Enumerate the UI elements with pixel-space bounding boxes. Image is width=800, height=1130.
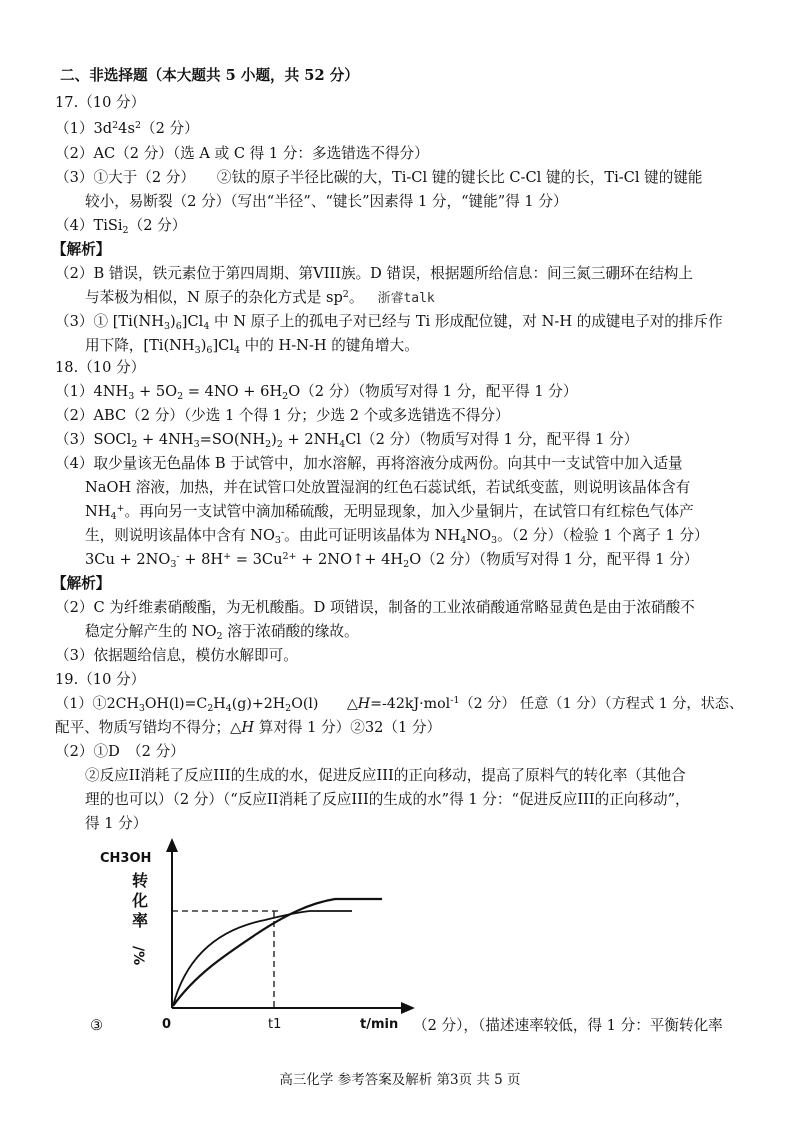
q18-answer-2: （2）ABC（2 分）（少选 1 个得 1 分；少选 2 个或多选错选不得分） [55, 407, 510, 424]
q17-answer-1: $(1)3d^24s^2(2$ 分） [55, 120, 199, 137]
q17-explanation-3-line1: （3）① $[Ti(NH_3)_6]Cl_4$ 中 N 原子上的孤电子对已经与 Ti 形成配位键，对 N-H 的成键电子对的排斥作 [55, 313, 723, 332]
graph-curve-new [173, 899, 382, 1006]
graph-curve-original [173, 911, 352, 1006]
q18-answer-1: $(1)4NH_3 + 5O_2 = 4NO + 6H_2O(2$ 分）（物质写对得 1 分，配平得 1 分） [55, 383, 578, 402]
graph-x-axis-arrow [401, 1002, 415, 1014]
q18-answer-4-line5: $3Cu + 2NO_3^- + 8H^+ = 3Cu^{2+}$ + 2NO↑+ $4H_2O(2$ 分）（物质写对得 1 分，配平得 1 分） [85, 551, 699, 570]
graph-y-label-char-2: 化 [131, 891, 149, 910]
q18-explanation-3: （3）依据题给信息，模仿水解即可。 [55, 647, 298, 664]
q17-answer-4: （4）TiSi$_2$（2 分） [55, 217, 187, 236]
q17-explanation-2-line1: （2）B 错误，铁元素位于第四周期、第VIII族。D 错误，根据题所给信息：间三氮三硼环在结构上 [55, 265, 693, 282]
section-title: 二、非选择题（本大题共 5 小题，共 52 分） [60, 67, 359, 84]
q18-answer-4-line1: （4）取少量该无色晶体 B 于试管中，加水溶解，再将溶液分成两份。向其中一支试管中加入适量 [55, 455, 683, 472]
q17-answer-3-line2: 较小，易断裂（2 分）（写出“半径”、“键长”因素得 1 分，“键能”得 1 分） [85, 193, 568, 210]
q18-answer-4-line2: NaOH 溶液，加热，并在试管口处放置湿润的红色石蕊试纸，若试纸变蓝，则说明该晶体含有 [85, 479, 691, 496]
watermark-text: 浙睿talk [377, 291, 435, 306]
q17-answer-2: （2）AC（2 分）（选 A 或 C 得 1 分：多选错选不得分） [55, 145, 429, 162]
graph-x-label: t/min [360, 1017, 399, 1032]
graph-y-label-top: CH3OH [100, 851, 152, 866]
graph-origin-label: 0 [162, 1017, 172, 1032]
q18-answer-4-line3: $NH_4^+$。再向另一支试管中滴加稀硫酸，无明显现象，加入少量铜片，在试管口有红棕色气体产 [85, 503, 694, 522]
graph-y-label-char-1: 转 [131, 871, 149, 890]
q19-answer-3-text: （2 分），（描述速率较低，得 1 分：平衡转化率 [413, 1017, 723, 1034]
graph-t1-label: t1 [268, 1017, 282, 1032]
q19-answer-3-marker: ③ [90, 1017, 104, 1034]
q19-header: 19.（10 分） [55, 671, 146, 688]
q19-answer-2-line3: 理的也可以）（2 分）（“反应II消耗了反应III的生成的水”得 1 分：“促进反应III的正向移动”， [85, 791, 690, 808]
q19-answer-2-line1: （2）①D （2 分） [55, 743, 185, 760]
q18-explanation-2-line2: 稳定分解产生的 $NO_2$ 溶于浓硝酸的缘故。 [85, 623, 359, 642]
q18-answer-4-line4: 生，则说明该晶体中含有 $NO_3^-$。由此可证明该晶体为 $NH_4NO_3$。（2 分）（检验 1 个离子 1 分） [85, 527, 709, 546]
q18-analysis-label: 【解析】 [52, 575, 111, 592]
q17-analysis-label: 【解析】 [52, 241, 111, 258]
page-footer: 高三化学 参考答案及解析 第3页 共 5 页 [279, 1072, 521, 1088]
q19-answer-1-line2: 配平、物质写错均不得分；△H 算对得 1 分）②32（1 分） [55, 719, 442, 736]
q18-explanation-2-line1: （2）C 为纤维素硝酸酯，为无机酸酯。D 项错误，制备的工业浓硝酸通常略显黄色是由于浓硝酸不 [55, 599, 695, 616]
graph-y-label-char-3: 率 [131, 911, 149, 930]
q18-header: 18.（10 分） [55, 359, 146, 376]
q17-header: 17.（10 分） [55, 94, 146, 111]
graph-y-label-unit: /% [130, 946, 146, 966]
q19-answer-2-line4: 得 1 分） [85, 815, 148, 832]
q17-explanation-3-line2: 用下降，$[Ti(NH_3)_6]Cl_4$ 中的 H-N-H 的键角增大。 [85, 337, 419, 356]
q19-answer-2-line2: ②反应II消耗了反应III的生成的水，促进反应III的正向移动，提高了原料气的转化率（其他合 [85, 767, 686, 784]
graph-y-axis-arrow [166, 838, 178, 852]
q17-explanation-2-line2: 与苯极为相似，N 原子的杂化方式是 $sp^2$。 浙睿talk [85, 289, 435, 306]
q18-answer-3: （3）SOCl$_2$ + $4NH_3=SO(NH_2)_2 + 2NH_4Cl(2$ 分）（物质写对得 1 分，配平得 1 分） [55, 431, 639, 450]
q17-answer-3-line1: （3）①大于（2 分） ②钛的原子半径比碳的大，Ti-Cl 键的键长比 C-Cl 键的长，Ti-Cl 键的键能 [55, 169, 703, 186]
q19-answer-1-line1: $(1)①2CH_3OH(l)=C_2H_4(g)+2H_2O(l)$ △H=-42kJ·mol$^{-1}$（2 分） 任意（1 分）（方程式 1 分，状态、 [55, 695, 744, 714]
